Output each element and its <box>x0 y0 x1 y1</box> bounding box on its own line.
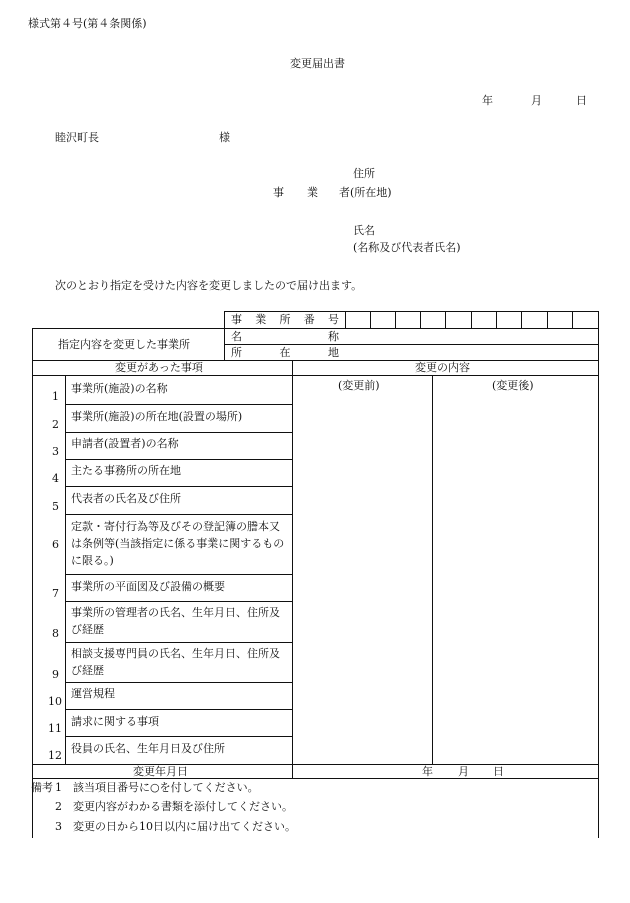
item-number: 3 <box>52 445 59 458</box>
applicant-label-sha: 者(所在地) <box>339 186 392 199</box>
form-label: 様式第４号(第４条関係) <box>28 17 147 30</box>
item-text: 運営規程 <box>71 687 115 700</box>
office-location-label: 所 在 地 <box>231 346 339 359</box>
item-text: 相談支援専門員の氏名、生年月日、住所及び経歴 <box>71 647 280 677</box>
item-text: 事業所の管理者の氏名、生年月日、住所及び経歴 <box>71 606 280 636</box>
note-text: 変更内容がわかる書類を添付してください。 <box>73 800 293 813</box>
note-number: 2 <box>55 800 62 813</box>
office-name-label: 名 称 <box>231 330 339 343</box>
item-text: 事業所(施設)の名称 <box>71 382 168 395</box>
date-year-label: 年 <box>482 94 493 107</box>
address-label: 住所 <box>353 167 375 180</box>
item-text: 役員の氏名、生年月日及び住所 <box>71 742 225 755</box>
note-number: 1 <box>55 781 62 794</box>
item-number: 12 <box>48 749 62 762</box>
applicant-label-ji: 事 <box>273 186 284 199</box>
office-number-label: 事 業 所 番 号 <box>231 313 339 326</box>
item-number: 4 <box>52 472 59 485</box>
item-text: 定款・寄付行為等及びその登記簿の謄本又は条例等(当該指定に係る事業に関するものに限る。) <box>71 520 285 567</box>
date-month-label: 月 <box>531 94 542 107</box>
intro-text: 次のとおり指定を受けた内容を変更しましたので届け出ます。 <box>55 279 363 292</box>
item-number: 8 <box>52 627 59 640</box>
changed-items-header: 変更があった事項 <box>115 361 203 374</box>
addressee: 睦沢町長 <box>55 131 99 144</box>
item-number: 11 <box>48 722 62 735</box>
change-content-header: 変更の内容 <box>415 361 470 374</box>
change-date-month: 月 <box>458 765 469 778</box>
after-label: (変更後) <box>492 379 534 392</box>
change-date-day: 日 <box>493 765 504 778</box>
honorific: 様 <box>219 131 230 144</box>
applicant-label-gyo: 業 <box>307 186 318 199</box>
change-date-label: 変更年月日 <box>133 765 188 778</box>
item-number: 9 <box>52 668 59 681</box>
item-text: 代表者の氏名及び住所 <box>71 492 181 505</box>
change-date-year: 年 <box>422 765 433 778</box>
item-text: 主たる事務所の所在地 <box>71 464 181 477</box>
item-text: 請求に関する事項 <box>71 715 159 728</box>
item-text: 事業所(施設)の所在地(設置の場所) <box>71 410 243 423</box>
note-text: 変更の日から10日以内に届け出てください。 <box>73 820 296 833</box>
date-day-label: 日 <box>576 94 587 107</box>
before-label: (変更前) <box>338 379 380 392</box>
item-text: 申請者(設置者)の名称 <box>71 437 179 450</box>
name-note: (名称及び代表者氏名) <box>353 241 461 254</box>
name-label: 氏名 <box>353 224 375 237</box>
page-title: 変更届出書 <box>290 57 345 70</box>
item-number: 1 <box>52 390 59 403</box>
item-number: 7 <box>52 587 59 600</box>
item-text: 事業所の平面図及び設備の概要 <box>71 580 225 593</box>
item-number: 2 <box>52 418 59 431</box>
item-number: 5 <box>52 500 59 513</box>
item-number: 10 <box>48 695 62 708</box>
note-number: 3 <box>55 820 62 833</box>
notes-prefix: 備考 <box>31 781 53 794</box>
note-text: 該当項目番号に○を付してください。 <box>73 781 259 794</box>
office-label: 指定内容を変更した事業所 <box>58 338 190 351</box>
item-number: 6 <box>52 538 59 551</box>
